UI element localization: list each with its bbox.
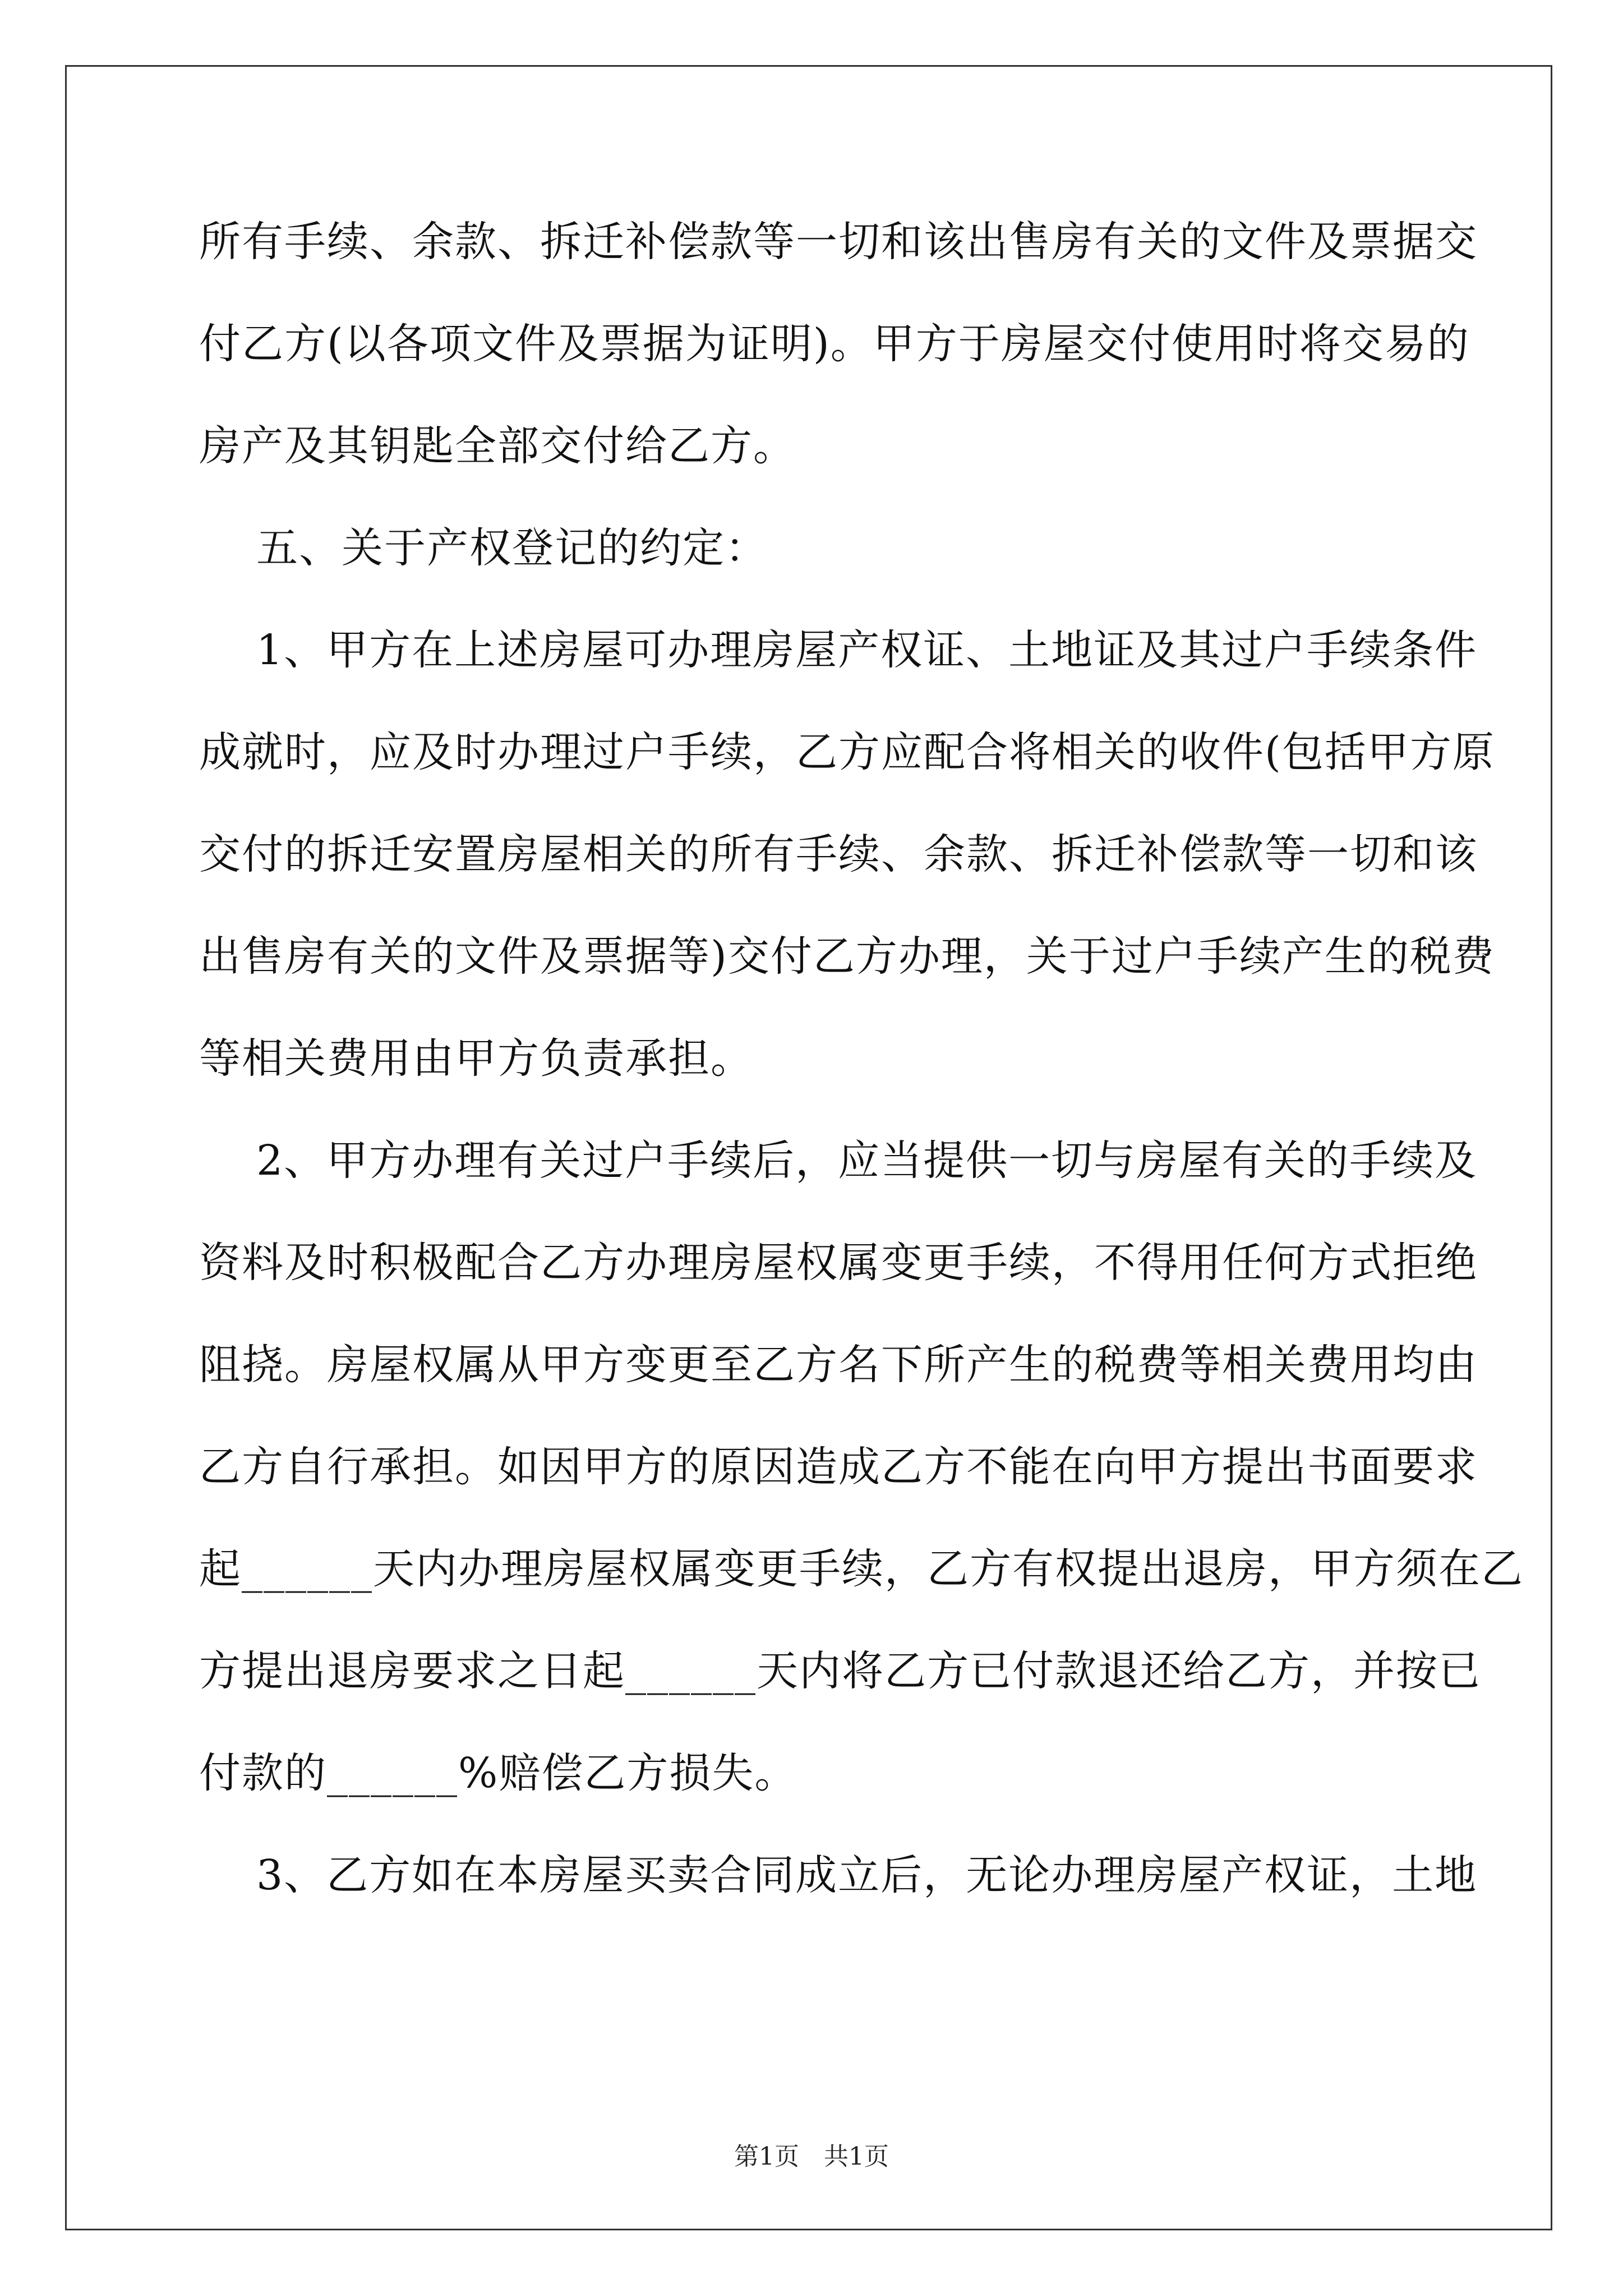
text-line-16: 付款的______%赔偿乙方损失。 (199, 1749, 797, 1797)
text-line-6: 成就时，应及时办理过户手续，乙方应配合将相关的收件(包括甲方原 (199, 728, 1495, 776)
text-line-13: 乙方自行承担。如因甲方的原因造成乙方不能在向甲方提出书面要求 (199, 1443, 1478, 1491)
text-line-5: 1、甲方在上述房屋可办理房屋产权证、土地证及其过户手续条件 (199, 626, 1478, 674)
text-line-9: 等相关费用由甲方负责承担。 (199, 1034, 753, 1083)
text-line-17: 3、乙方如在本房屋买卖合同成立后，无论办理房屋产权证，土地 (199, 1851, 1478, 1899)
text-line-3: 房产及其钥匙全部交付给乙方。 (199, 422, 796, 470)
text-line-12: 阻挠。房屋权属从甲方变更至乙方名下所产生的税费等相关费用均由 (199, 1341, 1478, 1389)
text-line-1: 所有手续、余款、拆迁补偿款等一切和该出售房有关的文件及票据交 (199, 218, 1478, 266)
text-line-11: 资料及时积极配合乙方办理房屋权属变更手续，不得用任何方式拒绝 (199, 1239, 1478, 1287)
page-footer: 第1页 共1页 (734, 2142, 889, 2171)
document-body (199, 191, 1524, 1926)
text-line-8: 出售房有关的文件及票据等)交付乙方办理，关于过户手续产生的税费 (199, 932, 1495, 981)
text-line-2: 付乙方(以各项文件及票据为证明)。甲方于房屋交付使用时将交易的 (199, 320, 1470, 368)
text-line-15: 方提出退房要求之日起______天内将乙方已付款退还给乙方，并按已 (199, 1647, 1481, 1695)
text-line-10: 2、甲方办理有关过户手续后，应当提供一切与房屋有关的手续及 (199, 1137, 1478, 1185)
text-line-7: 交付的拆迁安置房屋相关的所有手续、余款、拆迁补偿款等一切和该 (199, 830, 1478, 878)
section-heading-five: 五、关于产权登记的约定： (199, 524, 768, 572)
text-line-14: 起______天内办理房屋权属变更手续，乙方有权提出退房，甲方须在乙 (199, 1545, 1524, 1593)
